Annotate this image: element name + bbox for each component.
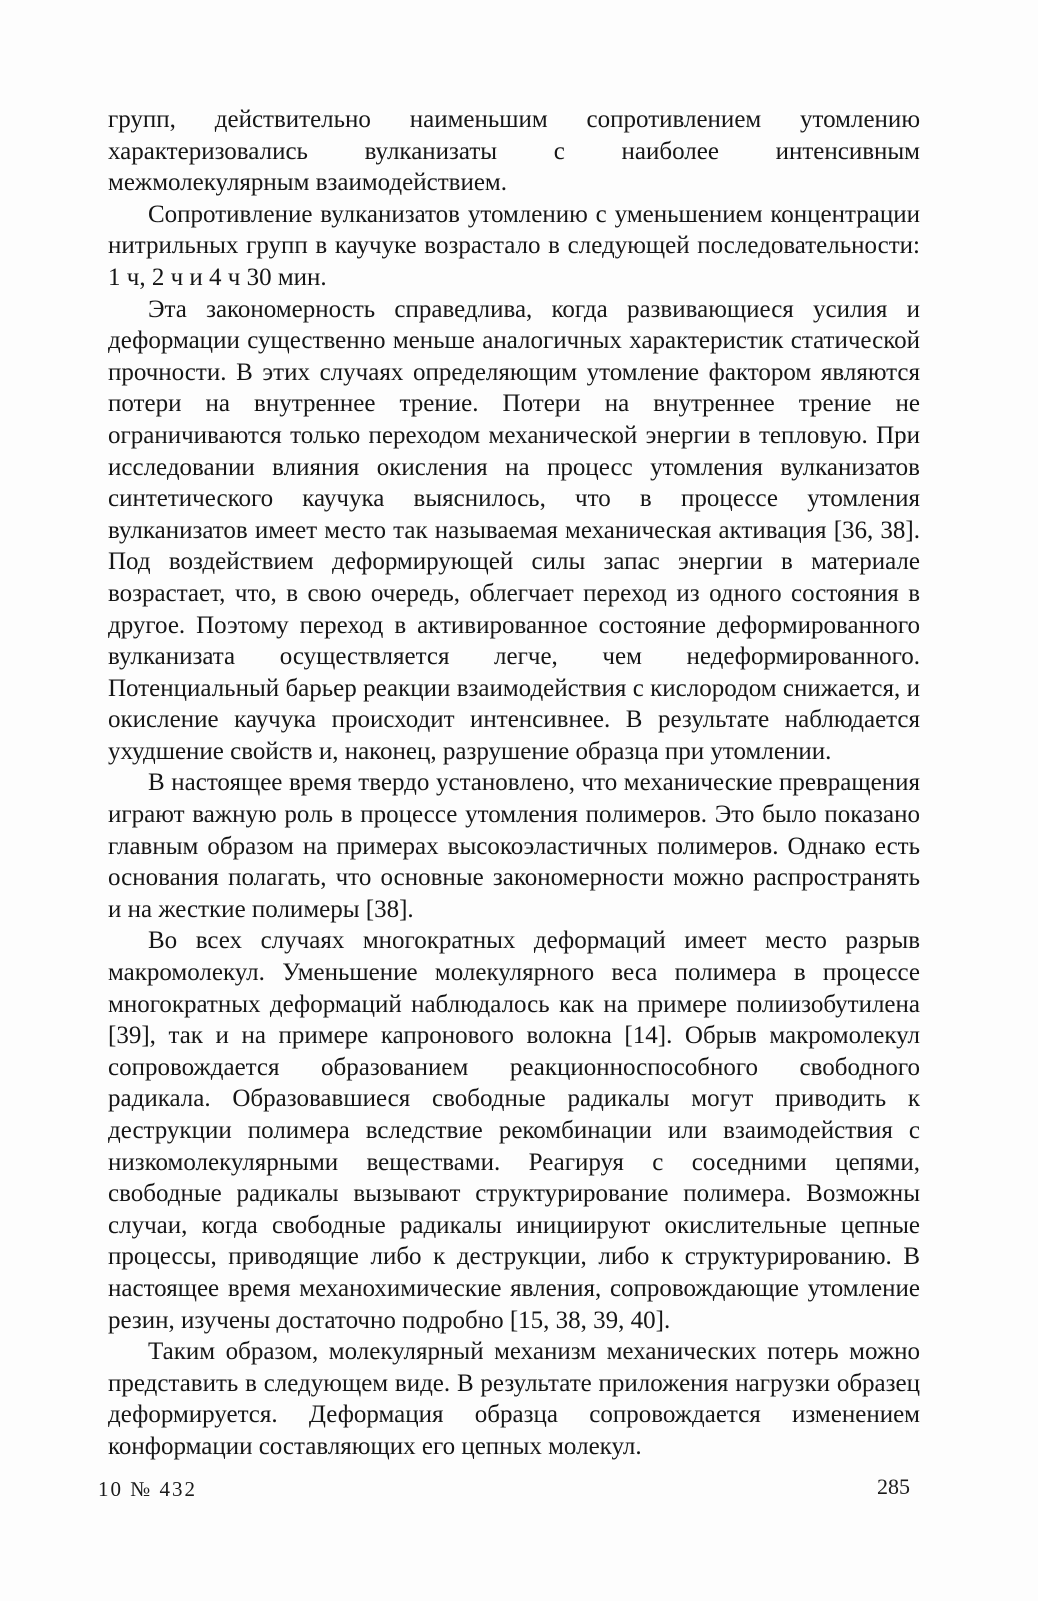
- page-number: 285: [877, 1474, 910, 1499]
- paragraph-continuation: групп, действительно наименьшим сопротивлением утомлению характеризовались вулканизаты с наиболее интенсивным межмолекулярным взаимодействием.: [108, 106, 920, 197]
- printer-signature-mark: 10 № 432: [98, 1477, 198, 1501]
- body-text: [108, 104, 920, 1463]
- paragraph-mechanical-transformations: В настоящее время твердо установлено, что механические превращения играют важную роль в процессе утомления полимеров. Это было показано главным образом на примерах высокоэластичных полимеров. Однако есть основания полагать, что основные закономерности можно распространять и на жесткие полимеры [38].: [108, 769, 920, 923]
- paragraph-macromolecule-rupture: Во всех случаях многократных деформаций имеет место разрыв макромолекул. Уменьшение молекулярного веса полимера в процессе многократных деформаций наблюдалось как на примере полиизобутилена [39], так и на примере капронового волокна [14]. Обрыв макромолекул сопровождается образованием реакционноспособного свободного радикала. Образовавшиеся свободные радикалы могут приводить к деструкции полимера вследствие рекомбинации или взаимодействия с низкомолекулярными веществами. Реагируя с соседними цепями, свободные радикалы вызывают структурирование полимера. Возможны случаи, когда свободные радикалы инициируют окислительные цепные процессы, приводящие либо к деструкции, либо к структурированию. В настоящее время механохимические явления, сопровождающие утомление резин, изучены достаточно подробно [15, 38, 39, 40].: [108, 927, 920, 1334]
- paragraph-fatigue-resistance: Сопротивление вулканизатов утомлению с уменьшением концентрации нитрильных групп в каучуке возрастало в следующей последовательности: 1 ч, 2 ч и 4 ч 30 мин.: [108, 200, 920, 291]
- paragraph-molecular-mechanism: Таким образом, молекулярный механизм механических потерь можно представить в следующем виде. В результате приложения нагрузки образец деформируется. Деформация образца сопровождается изменением конформации составляющих его цепных молекул.: [108, 1338, 920, 1460]
- paragraph-mechanical-activation: Эта закономерность справедлива, когда развивающиеся усилия и деформации существенно меньше аналогичных характеристик статической прочности. В этих случаях определяющим утомление фактором являются потери на внутреннее трение. Потери на внутреннее трение не ограничиваются только переходом механической энергии в тепловую. При исследовании влияния окисления на процесс утомления вулканизатов синтетического каучука выяснилось, что в процессе утомления вулканизатов имеет место так называемая механическая активация [36, 38]. Под воздействием деформирующей силы запас энергии в материале возрастает, что, в свою очередь, облегчает переход из одного состояния в другое. Поэтому переход в активированное состояние деформированного вулканизата осуществляется легче, чем недеформированного. Потенциальный барьер реакции взаимодействия с кислородом снижается, и окисление каучука происходит интенсивнее. В результате наблюдается ухудшение свойств и, наконец, разрушение образца при утомлении.: [108, 295, 920, 765]
